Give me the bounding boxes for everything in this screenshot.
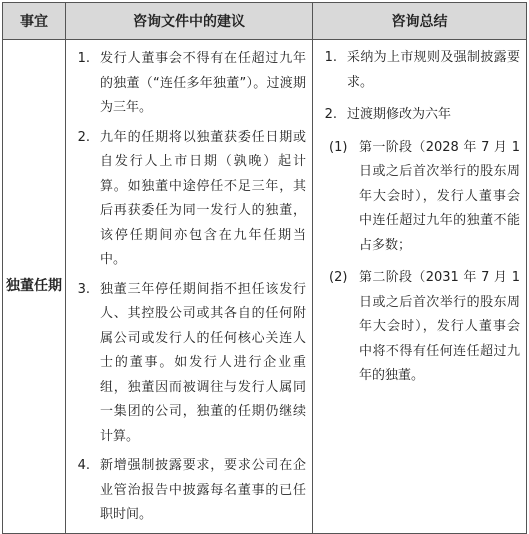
subject-label: 独董任期 — [6, 278, 62, 295]
suggestion-text: 九年的任期将以独董获委任日期或自发行人上市日期（孰晚）起计算。如独董中途停任不足三年，其后再获委任为同一发行人的独董，该停任期间亦包含在九年任期当中。 — [100, 129, 306, 267]
summary-number: 1. — [324, 50, 337, 65]
summary-subitem-number: (2) — [329, 270, 348, 285]
suggestions-cell — [66, 40, 313, 534]
subject-cell — [3, 40, 66, 534]
summary-subitem-text: 第一阶段（2028 年 7 月 1 日或之后首次举行的股东周年大会时），发行人董事会中连任超过九年的独董不能占多数； — [359, 139, 520, 253]
summary-number: 2. — [324, 107, 337, 122]
suggestion-number: 2. — [77, 129, 90, 145]
header-suggestions: 咨询文件中的建议 — [66, 3, 313, 40]
summary-item — [313, 103, 520, 128]
summary-subitem-text: 第二阶段（2031 年 7 月 1 日或之后首次举行的股东周年大会时），发行人董事会中将不得有任何连任超过九年的独董。 — [359, 270, 520, 383]
summary-text: 采纳为上市规则及强制披露要求。 — [347, 50, 520, 90]
suggestion-text: 新增强制披露要求，要求公司在企业管治报告中披露每名董事的已任职时间。 — [100, 458, 306, 522]
header-row — [3, 3, 527, 40]
suggestion-number: 3. — [77, 281, 90, 297]
summary-text: 过渡期修改为六年 — [347, 107, 452, 122]
suggestion-number: 4. — [77, 458, 90, 473]
summary-subitem — [329, 266, 520, 389]
suggestion-item — [66, 278, 306, 450]
suggestion-number: 1. — [77, 51, 90, 66]
summary-subitem — [329, 136, 520, 259]
suggestion-item — [66, 454, 306, 528]
consultation-table — [2, 2, 527, 534]
suggestion-item — [66, 47, 306, 121]
summary-item — [313, 46, 520, 95]
summary-cell — [313, 40, 527, 534]
suggestion-item — [66, 126, 306, 273]
table-row — [3, 40, 527, 534]
summary-subitem-number: (1) — [329, 139, 348, 155]
suggestion-text: 发行人董事会不得有在任超过九年的独董（“连任多年独董”）。过渡期为三年。 — [100, 51, 306, 115]
header-matter: 事宜 — [3, 3, 66, 40]
header-summary: 咨询总结 — [313, 3, 527, 40]
suggestion-text: 独董三年停任期间指不担任该发行人、其控股公司或其各自的任何附属公司或发行人的任何核心关连人士的董事。如发行人进行企业重组，独董因而被调往与发行人属同一集团的公司，独董的任期仍继续计算。 — [100, 281, 306, 444]
